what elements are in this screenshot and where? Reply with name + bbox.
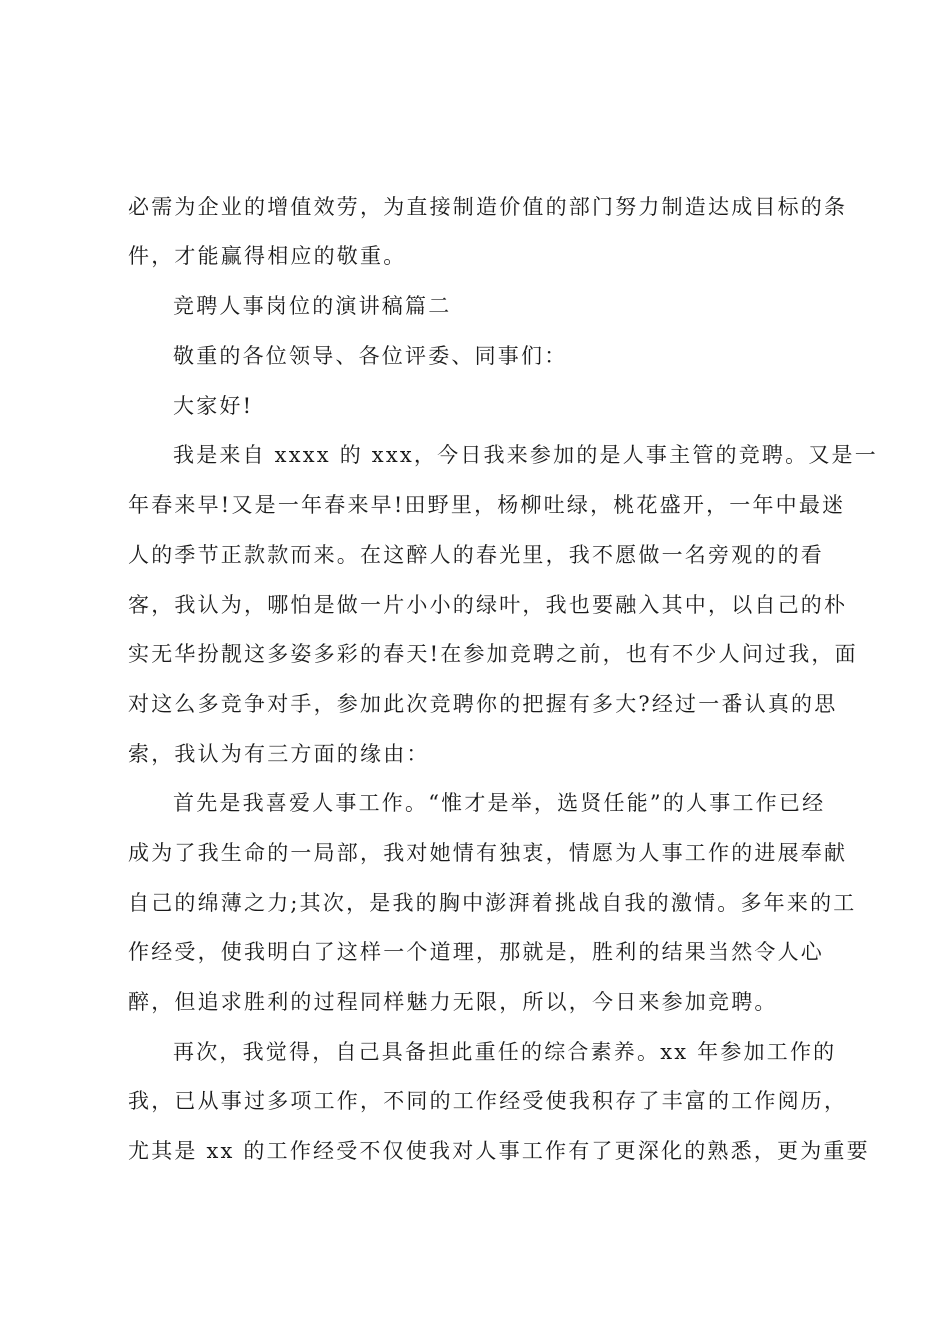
- text-line: 尤其是 xx 的工作经受不仅使我对人事工作有了更深化的熟悉，更为重要: [128, 1139, 870, 1163]
- text-line: 客，我认为，哪怕是做一片小小的绿叶，我也要融入其中，以自己的朴: [128, 593, 848, 617]
- text-line: 必需为企业的增值效劳，为直接制造价值的部门努力制造达成目标的条: [128, 195, 848, 219]
- text-line: 首先是我喜爱人事工作。“惟才是举，选贤任能”的人事工作已经: [173, 791, 826, 815]
- text-line: 再次，我觉得，自己具备担此重任的综合素养。xx 年参加工作的: [173, 1040, 837, 1064]
- text-line: 我是来自 xxxx 的 xxx，今日我来参加的是人事主管的竞聘。又是一: [173, 443, 878, 467]
- text-line: 我，已从事过多项工作，不同的工作经受使我积存了丰富的工作阅历，: [128, 1089, 848, 1113]
- text-line: 成为了我生命的一局部，我对她情有独衷，情愿为人事工作的进展奉献: [128, 841, 848, 865]
- text-line: 实无华扮靓这多姿多彩的春天!在参加竞聘之前，也有不少人问过我，面: [128, 642, 858, 666]
- text-line: 醉，但追求胜利的过程同样魅力无限，所以，今日来参加竞聘。: [128, 990, 778, 1014]
- text-line: 自己的绵薄之力;其次，是我的胸中澎湃着挑战自我的激情。多年来的工: [128, 891, 857, 915]
- text-line: 索，我认为有三方面的缘由：: [128, 742, 430, 766]
- text-line: 人的季节正款款而来。在这醉人的春光里，我不愿做一名旁观的的看: [128, 543, 824, 567]
- section-heading: 竞聘人事岗位的演讲稿篇二: [173, 294, 452, 318]
- text-line: 件，才能赢得相应的敬重。: [128, 244, 407, 268]
- text-line: 作经受，使我明白了这样一个道理，那就是，胜利的结果当然令人心: [128, 940, 824, 964]
- salutation: 敬重的各位领导、各位评委、同事们：: [173, 344, 568, 368]
- greeting: 大家好!: [173, 394, 254, 418]
- text-line: 年春来早!又是一年春来早!田野里，杨柳吐绿，桃花盛开，一年中最迷: [128, 493, 846, 517]
- text-line: 对这么多竞争对手，参加此次竞聘你的把握有多大?经过一番认真的思: [128, 692, 838, 716]
